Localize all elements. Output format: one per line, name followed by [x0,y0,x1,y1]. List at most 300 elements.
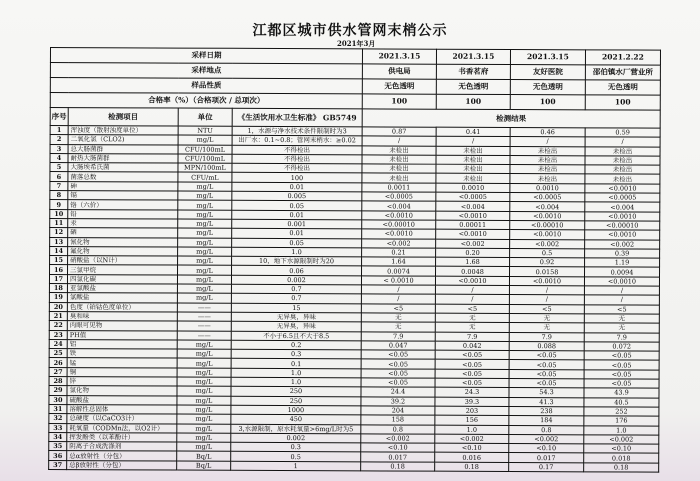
result: 0.18 [361,462,435,472]
result: <0.004 [436,202,510,212]
unit: mg/L [178,210,232,220]
result: <0.05 [361,350,435,360]
test-item: 浑浊度（散射浊度单位） [68,126,178,136]
unit: —— [177,331,231,341]
test-item: 大肠埃希氏菌 [68,163,178,173]
row-no: 15 [50,256,68,265]
unit: mg/L [178,256,232,266]
result: <5 [361,304,435,314]
row-no: 22 [49,321,67,330]
col-item: 检测项目 [68,108,178,126]
water-quality-table [48,47,661,473]
unit: Bq/L [177,461,231,471]
result: 7.9 [361,331,435,341]
result: / [509,286,584,296]
test-item: 四氯化碳 [67,274,177,284]
unit: —— [177,321,231,331]
row-no: 1 [50,126,68,135]
unit: mg/L [177,386,231,396]
test-item: 氯酸盐 [67,293,177,303]
standard-limit: 0.5 [231,452,361,462]
test-item: 耗氧量（CODMn法，以O2计） [67,423,177,433]
result: <0.0005 [362,192,436,202]
test-item: 硝酸盐（以N计） [68,256,178,266]
pass-rate-label: 合格率（%）（合格项次 / 总项次） [50,93,362,109]
result: 0.20 [436,248,510,258]
result: <0.0010 [362,211,436,221]
test-item: 三氯甲烷 [68,265,178,275]
row-no: 29 [49,386,67,395]
sample-nature: 无色透明 [436,79,510,94]
sample-date: 2021.3.15 [510,50,585,65]
result: 0.018 [584,453,659,463]
result: <0.002 [361,434,435,444]
sample-site: 书香茗府 [436,64,510,79]
result: <0.05 [361,378,435,388]
result: <0.10 [435,443,509,453]
standard-limit: 无异臭，异味 [231,322,361,332]
unit: —— [177,303,231,313]
row-no: 24 [49,339,67,348]
result: <0.0010 [436,211,510,221]
result: 0.042 [435,341,509,351]
result: 0.18 [584,463,659,473]
unit: mg/L [178,219,232,229]
standard-limit: 0.06 [232,266,362,276]
test-item: 铅 [68,209,178,219]
result: <0.05 [584,360,659,370]
standard-limit: 1，水源与净水技术条件限制时为3 [232,126,362,136]
result: < 0.0010 [361,276,435,286]
standard-limit: 0.7 [231,294,361,304]
result: 0.0158 [510,267,585,277]
result: 无 [584,314,659,324]
result: 24.3 [435,387,509,397]
result: 未检出 [585,156,660,166]
result: 未检出 [585,146,660,156]
unit: CFU/100mL [178,154,232,164]
result: 1.64 [362,257,436,267]
result: 0.92 [510,258,585,268]
result: <0.10 [584,444,659,454]
row-no: 28 [49,377,67,386]
row-no: 26 [49,358,67,367]
test-item: 肉眼可见物 [67,321,177,331]
result: 未检出 [436,164,510,174]
result: 0.047 [361,341,435,351]
unit: mg/L [177,340,231,350]
unit: mg/L [177,414,231,424]
pass-rate: 100 [585,95,660,110]
result: 0.0048 [436,267,510,277]
result: <0.00010 [510,220,585,230]
sample-site: 邵伯镇水厂营业所 [585,65,660,80]
standard-limit: 0.05 [232,201,362,211]
result: <0.05 [584,351,659,361]
row-no: 9 [50,200,68,209]
test-item: 铁 [67,349,177,359]
row-no: 33 [49,423,67,432]
result: 54.3 [509,388,584,398]
standard-limit: 1000 [231,405,361,415]
result: 1.19 [585,258,660,268]
result: 0.59 [585,128,660,138]
test-item: 挥发酚类（以苯酚计） [67,432,177,442]
unit: mg/L [178,191,232,201]
unit: mg/L [178,247,232,257]
result: <0.002 [509,434,584,444]
result: <0.002 [584,435,659,445]
row-no: 6 [50,172,68,181]
standard-limit: 0.002 [231,433,361,443]
unit: MPN/100mL [178,163,232,173]
result: <0.0010 [585,184,660,194]
result: <0.00010 [585,221,660,231]
result: / [584,295,659,305]
unit: mg/L [177,368,231,378]
unit: mg/L [177,284,231,294]
result: 无 [584,323,659,333]
result: 204 [361,406,435,416]
test-item: 总β放射性（分包） [67,460,177,470]
result: <0.05 [435,378,509,388]
row-no: 35 [49,442,67,451]
result: 未检出 [510,155,585,165]
page-title: 江都区城市供水管网末梢公示 [252,23,448,39]
test-item: 亚氯酸盐 [67,284,177,294]
result: <0.002 [585,239,660,249]
result: <0.004 [510,202,585,212]
unit: Bq/L [177,451,231,461]
sample-date: 2021.2.22 [585,50,660,65]
result: <0.004 [585,202,660,212]
result: 未检出 [362,164,436,174]
unit: CFU/mL [178,173,232,183]
standard-limit: 不小于6.5且不大于8.5 [231,331,361,341]
result: 0.41 [436,127,510,137]
result: <0.002 [510,239,585,249]
sample-nature: 无色透明 [585,80,660,95]
result: 0.39 [585,249,660,259]
result: <0.05 [584,370,659,380]
result: / [585,137,660,147]
result: <0.00010 [362,220,436,230]
standard-limit: 无异臭，异味 [231,312,361,322]
result: <0.0010 [509,276,584,286]
col-no: 序号 [50,108,68,126]
standard-limit: 0.3 [231,442,361,452]
standard-limit: 0.1 [231,359,361,369]
result: 未检出 [510,174,585,184]
result: / [510,137,585,147]
standard-limit: 0.3 [231,349,361,359]
unit: CFU/100mL [178,145,232,155]
unit: —— [177,312,231,322]
result: <0.05 [509,379,584,389]
result: 未检出 [362,145,436,155]
result: <0.002 [436,239,510,249]
standard-limit: 0.2 [231,340,361,350]
row-no: 12 [50,228,68,237]
col-unit: 单位 [178,108,232,126]
row-no: 19 [49,293,67,302]
unit: mg/L [177,349,231,359]
result: <0.05 [509,351,584,361]
result: 未检出 [436,174,510,184]
result: 0.00011 [436,220,510,230]
result: / [584,286,659,296]
test-item: 铬（六价） [68,200,178,210]
result: 0.088 [509,341,584,351]
test-item: 色度（铂钴色度单位） [67,302,177,312]
result: <0.05 [584,379,659,389]
standard-limit: 不得检出 [232,154,362,164]
result: 无 [361,322,435,332]
result: <0.05 [435,369,509,379]
result: <0.10 [361,443,435,453]
result: 0.87 [362,127,436,137]
result: <0.05 [435,350,509,360]
unit: mg/L [178,182,232,192]
test-item: 总硬度（以CaCO3计） [67,414,177,424]
standard-limit: 0.05 [232,238,362,248]
result: 0.17 [509,462,584,472]
col-result: 检测结果 [362,109,660,128]
test-item: 氯化物 [67,386,177,396]
standard-limit: 0.01 [232,210,362,220]
standard-limit: 250 [231,387,361,397]
test-item: 锰 [67,358,177,368]
row-no: 31 [49,404,67,413]
standard-limit: 不得检出 [232,145,362,155]
test-item: 阴离子合成洗涤剂 [67,442,177,452]
sample-date: 2021.3.15 [436,49,510,64]
row-no: 18 [49,284,67,293]
result: <0.05 [435,360,509,370]
sample-site-label: 采样地点 [50,63,362,79]
unit: mg/L [178,266,232,276]
row-no: 4 [50,153,68,162]
result: <0.0010 [585,230,660,240]
result: <0.0010 [436,229,510,239]
result: 无 [509,313,584,323]
result: <0.0010 [510,230,585,240]
test-item: 总大肠菌群 [68,144,178,154]
test-item: 砷 [68,181,178,191]
result: 156 [435,415,509,425]
unit: mg/L [177,396,231,406]
row-no: 7 [50,181,68,190]
col-standard: 《生活饮用水卫生标准》 GB5749 [232,108,362,127]
result: / [361,285,435,295]
row-no: 30 [49,395,67,404]
result: <0.05 [361,359,435,369]
test-item: 总α放射性（分包） [67,451,177,461]
result: <0.002 [435,434,509,444]
test-item: PH值 [67,330,177,340]
table-row [49,460,659,472]
result: / [436,136,510,146]
result: <0.0005 [436,192,510,202]
unit: mg/L [178,238,232,248]
unit: mg/L [177,377,231,387]
standard-limit: 0.005 [232,191,362,201]
result: / [435,295,509,305]
test-item: 氰化物 [68,237,178,247]
result: 0.0011 [362,183,436,193]
result: 184 [509,416,584,426]
result: 0.0074 [362,266,436,276]
unit: mg/L [177,405,231,415]
test-item: 汞 [68,219,178,229]
sample-date-label: 采样日期 [50,48,362,64]
result: 7.9 [584,332,659,342]
test-item: 二氧化氯（CLO2) [68,135,178,145]
result: 0.017 [361,452,435,462]
pass-rate: 100 [362,94,436,109]
test-item: 硫酸盐 [67,395,177,405]
result: 158 [361,415,435,425]
report-month: 2021年3月 [337,39,376,48]
result: 0.0010 [510,183,585,193]
result: 43.9 [584,388,659,398]
row-no: 20 [49,302,67,311]
result: 0.21 [362,248,436,258]
result: 未检出 [585,165,660,175]
row-no: 27 [49,367,67,376]
standard-limit: 1.0 [231,377,361,387]
standard-limit: 1 [231,461,361,471]
result: 未检出 [362,155,436,165]
result: 0.017 [509,453,584,463]
row-no: 11 [50,218,68,227]
test-item: 耐热大肠菌群 [68,153,178,163]
result: 203 [435,406,509,416]
result: 未检出 [436,146,510,156]
result: 0.0010 [436,183,510,193]
row-no: 16 [50,265,68,274]
row-no: 37 [49,460,67,469]
result: 0.46 [510,128,585,138]
standard-limit: 250 [231,396,361,406]
result: 39.3 [435,397,509,407]
result: 无 [435,322,509,332]
row-no: 5 [50,163,68,172]
result: <0.002 [362,238,436,248]
result: 7.9 [435,332,509,342]
result: 未检出 [510,146,585,156]
standard-limit: 1.0 [231,368,361,378]
unit: mg/L [178,200,232,210]
result: <0.0010 [584,277,659,287]
result: <0.05 [361,369,435,379]
row-no: 2 [50,135,68,144]
result: <0.0010 [435,276,509,286]
row-no: 34 [49,432,67,441]
standard-limit: 1.0 [232,247,362,257]
standard-limit: 100 [232,173,362,183]
standard-limit: 0.001 [232,219,362,229]
result: <0.0005 [510,193,585,203]
result: 0.8 [361,424,435,434]
test-item: 镉 [68,191,178,201]
result: / [509,295,584,305]
result: / [362,136,436,146]
test-item: 臭和味 [67,312,177,322]
row-no: 25 [49,349,67,358]
sample-date: 2021.3.15 [362,49,436,64]
result: <0.0010 [510,211,585,221]
row-no: 13 [50,237,68,246]
standard-limit: 3,水源限制，原水耗氧量>6mg/L时为5 [231,424,361,434]
result: 0.0094 [585,267,660,277]
unit: mg/L [177,293,231,303]
standard-limit: 出厂水：0.1~0.8；管网末梢水：≥0.02 [232,136,362,146]
unit: mg/L [178,228,232,238]
result: 未检出 [510,165,585,175]
result: 0.016 [435,453,509,463]
result: <0.05 [509,369,584,379]
unit: mg/L [178,135,232,145]
result: 无 [361,313,435,323]
unit: mg/L [177,275,231,285]
result: <5 [509,304,584,314]
result: <0.0010 [585,212,660,222]
standard-limit: 0.01 [232,229,362,239]
result: 1.68 [436,257,510,267]
row-no: 3 [50,144,68,153]
result: 40.5 [584,397,659,407]
test-item: 氟化物 [68,246,178,256]
unit: mg/L [177,433,231,443]
test-item: 溶解性总固体 [67,404,177,414]
unit: mg/L [177,442,231,452]
result: 24.4 [361,387,435,397]
standard-limit: 450 [231,414,361,424]
sample-nature: 无色透明 [362,79,436,94]
standard-limit: 不得检出 [232,163,362,173]
result: 41.3 [509,397,584,407]
result: 未检出 [362,173,436,183]
standard-limit: 10，地下水源限制时为20 [232,256,362,266]
row-no: 17 [49,274,67,283]
pass-rate: 100 [510,95,585,110]
standard-limit: 0.7 [231,284,361,294]
result: / [435,285,509,295]
test-item: 铝 [67,339,177,349]
sample-nature-label: 样品性质 [50,78,362,94]
row-no: 8 [50,191,68,200]
unit: NTU [178,126,232,136]
row-no: 32 [49,414,67,423]
result: <0.05 [509,360,584,370]
sample-site: 供电局 [362,64,436,79]
sample-site: 友好医院 [510,65,585,80]
row-no: 14 [50,246,68,255]
standard-limit: 0.002 [231,275,361,285]
test-item: 铜 [67,367,177,377]
result: 0.8 [509,425,584,435]
result: 无 [435,313,509,323]
result: 未检出 [436,155,510,165]
test-item: 硒 [68,228,178,238]
sample-nature: 无色透明 [510,80,585,95]
result: 0.18 [435,462,509,472]
result: <0.0005 [585,193,660,203]
row-no: 23 [49,330,67,339]
standard-limit: 15 [231,303,361,313]
result: <0.10 [509,444,584,454]
